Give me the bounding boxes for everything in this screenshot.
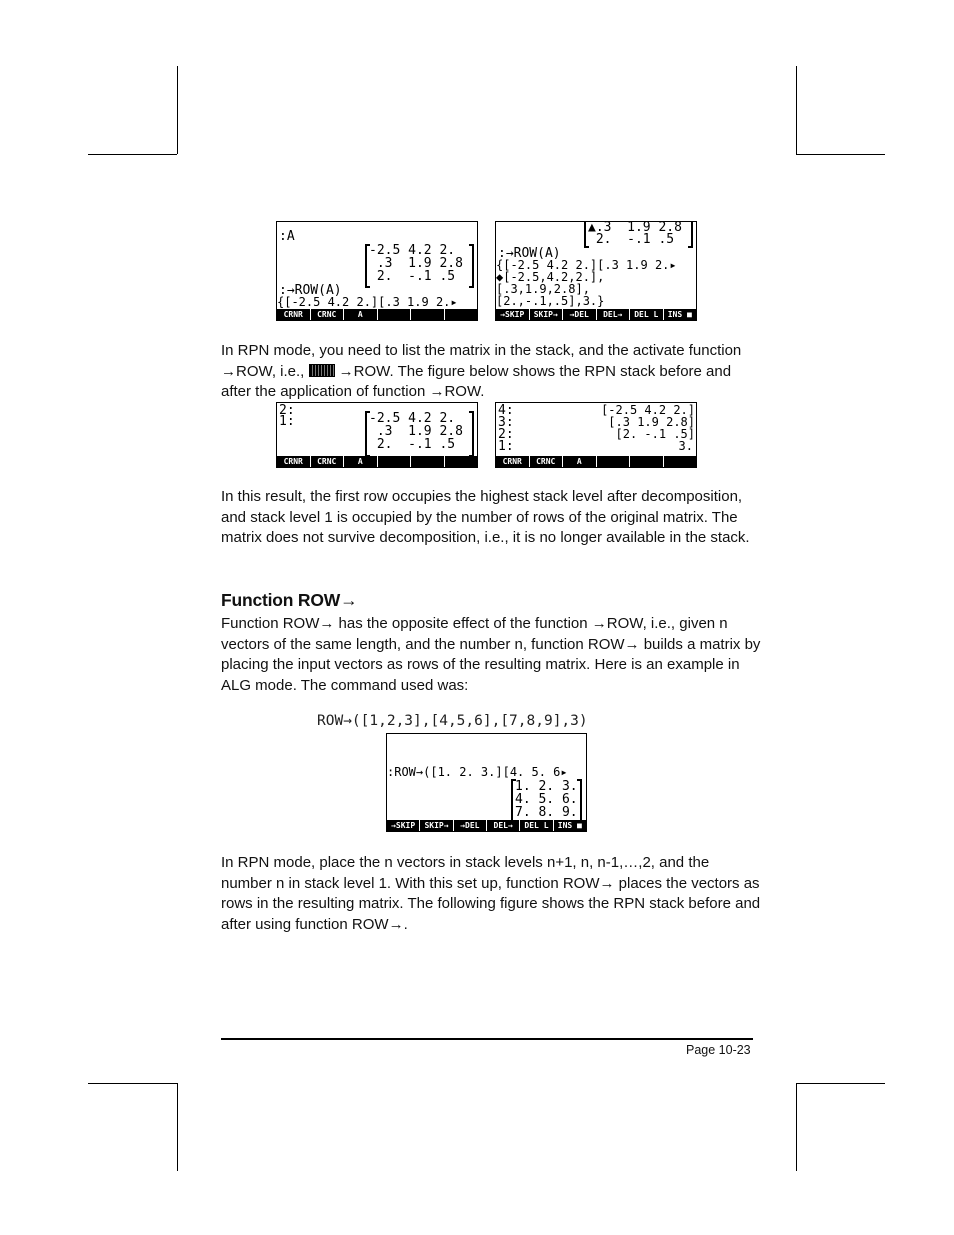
paragraph-result-explanation: In this result, the first row occupies the highest stack level after decomposition, and stack level 1 is occupied by the number of rows of the original matrix. The matrix does not survive decomposition, i.e., it is no longer available in the stack. <box>221 488 750 546</box>
crop-mark <box>88 1083 177 1084</box>
matrix-row: .3 1.9 2.8 <box>369 424 463 439</box>
stack-value: [2. -.1 .5] <box>615 427 695 441</box>
softkey[interactable] <box>378 456 412 467</box>
softkey[interactable] <box>630 456 664 467</box>
softkey[interactable]: →DEL <box>563 309 597 320</box>
stack-level: 1: <box>279 414 295 429</box>
stack-value: [.3 1.9 2.8] <box>608 415 695 429</box>
matrix-row: 7. 8. 9. <box>515 805 578 820</box>
calculator-screen-row-arrow <box>386 733 587 832</box>
softkey[interactable]: DEL L <box>520 820 553 831</box>
stack-level: 3: <box>498 415 514 430</box>
calculator-screen-rpn-after <box>495 402 697 468</box>
crop-mark <box>796 1083 797 1171</box>
paragraph-rpn-procedure: In RPN mode, place the n vectors in stack levels n+1, n, n-1,…,2, and the number n in stack level 1. With this set up, function ROW→ places the vectors as rows in the resulting matrix. The following figure shows the RPN stack before and after using function ROW→. <box>221 854 761 933</box>
matrix-right-bracket <box>577 779 582 823</box>
softkey-menu <box>277 309 477 320</box>
footer-rule <box>221 1038 753 1040</box>
crop-mark <box>177 1083 178 1171</box>
softkey[interactable] <box>664 456 697 467</box>
stack-line: :ROW→([1. 2. 3.][4. 5. 6▸ <box>387 765 568 779</box>
stack-line: ◆[-2.5,4.2,2.], <box>496 270 605 284</box>
stack-level: 4: <box>498 403 514 418</box>
matrix-right-bracket <box>469 411 474 457</box>
matrix-row: 4. 5. 6. <box>515 792 578 807</box>
stack-level: 1: <box>498 439 514 454</box>
matrix-row: 1. 2. 3. <box>515 779 578 794</box>
matrix-right-bracket <box>688 221 693 248</box>
stack-line: {[-2.5 4.2 2.][.3 1.9 2.▸ <box>496 258 677 272</box>
crop-mark <box>796 66 797 154</box>
calculator-screen-alg-before <box>276 221 478 321</box>
crop-mark <box>796 1083 885 1084</box>
softkey[interactable]: A <box>344 309 378 320</box>
paragraph-function-description: Function ROW→ has the opposite effect of the function →ROW, i.e., given n vectors of the same length, and the number n, function ROW→ builds a matrix by placing the input vectors as rows of the resulting matrix. Here is an example in ALG mode. The command used was: <box>221 615 761 694</box>
stack-line: :A <box>279 229 295 244</box>
command-example: ROW→([1,2,3],[4,5,6],[7,8,9],3) <box>317 713 588 729</box>
softkey-menu <box>277 456 477 467</box>
softkey[interactable]: →SKIP <box>496 309 530 320</box>
stack-line: :→ROW(A) <box>498 246 561 261</box>
softkey[interactable]: A <box>344 456 378 467</box>
softkey-menu <box>496 456 696 467</box>
softkey[interactable] <box>411 456 445 467</box>
paragraph-rpn-intro: In RPN mode, you need to list the matrix in the stack, and the activate function →ROW, i.e., →ROW. The figure below shows the RPN stack before and after the application of function →ROW. <box>221 342 742 400</box>
softkey[interactable]: CRNR <box>496 456 530 467</box>
matrix-row: ▲.3 1.9 2.8 <box>588 221 682 235</box>
softkey[interactable]: CRNC <box>311 309 345 320</box>
softkey[interactable]: →SKIP <box>387 820 420 831</box>
matrix-row: .3 1.9 2.8 <box>369 256 463 271</box>
matrix-row: 2. -.1 .5 <box>588 232 675 247</box>
softkey[interactable] <box>597 456 631 467</box>
softkey[interactable] <box>411 309 445 320</box>
softkey[interactable]: CRNR <box>277 456 311 467</box>
softkey[interactable]: CRNR <box>277 309 311 320</box>
stack-value: 3. <box>678 439 693 453</box>
softkey[interactable] <box>378 309 412 320</box>
matrix-row: -2.5 4.2 2. <box>369 243 456 258</box>
matrix-row: 2. -.1 .5 <box>369 269 456 284</box>
softkey[interactable] <box>445 309 478 320</box>
calculator-screen-rpn-before <box>276 402 478 468</box>
matrix-row: 2. -.1 .5 <box>369 437 456 452</box>
stack-value: [-2.5 4.2 2.] <box>601 403 695 417</box>
stack-line: [.3,1.9,2.8], <box>496 282 590 296</box>
crop-mark <box>177 66 178 154</box>
matrix-row: -2.5 4.2 2. <box>369 411 456 426</box>
page-number: Page 10-23 <box>686 1043 751 1057</box>
stack-level: 2: <box>279 403 295 418</box>
softkey[interactable]: DEL→ <box>487 820 520 831</box>
softkey[interactable]: CRNC <box>530 456 564 467</box>
section-heading: Function ROW→ <box>221 590 358 610</box>
softkey[interactable]: DEL→ <box>597 309 631 320</box>
softkey[interactable] <box>445 456 478 467</box>
softkey[interactable]: INS ■ <box>557 821 582 830</box>
crop-mark <box>88 154 177 155</box>
softkey[interactable]: →DEL <box>454 820 487 831</box>
stack-line: {[-2.5 4.2 2.][.3 1.9 2.▸ <box>277 295 458 309</box>
softkey-menu <box>496 309 696 320</box>
stack-level: 2: <box>498 427 514 442</box>
softkey[interactable]: A <box>563 456 597 467</box>
softkey[interactable]: INS ■ <box>667 310 692 319</box>
menu-key-icon <box>309 364 335 377</box>
softkey[interactable]: SKIP→ <box>420 820 453 831</box>
softkey[interactable]: CRNC <box>311 456 345 467</box>
stack-line: [2.,-.1,.5],3.} <box>496 294 605 308</box>
softkey[interactable]: DEL L <box>630 309 664 320</box>
softkey-menu <box>387 820 586 831</box>
matrix-right-bracket <box>469 244 474 288</box>
calculator-screen-alg-after <box>495 221 697 321</box>
stack-line: :→ROW(A) <box>279 283 342 298</box>
crop-mark <box>796 154 885 155</box>
softkey[interactable]: SKIP→ <box>530 309 564 320</box>
